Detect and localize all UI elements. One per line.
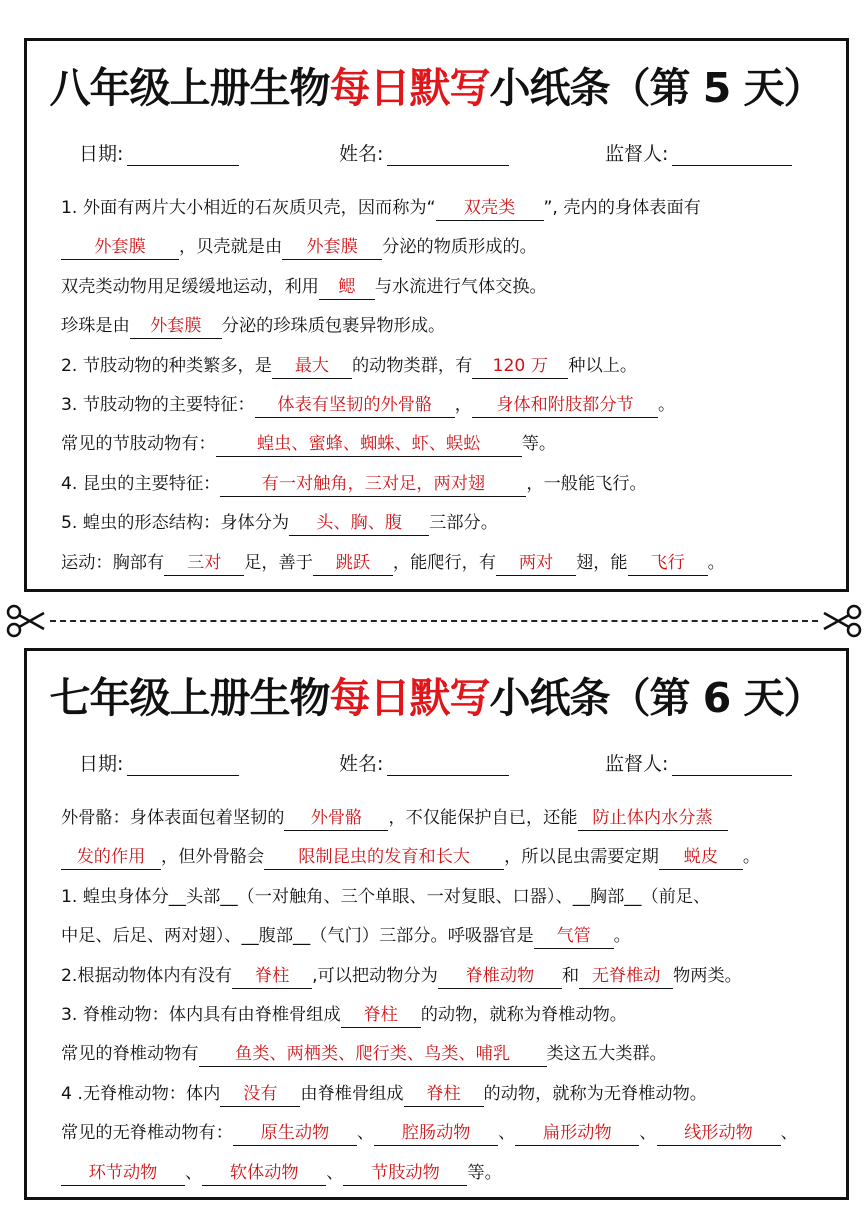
answer-blank[interactable]: 蝗虫、蜜蜂、蜘蛛、虾、蜈蚣: [216, 432, 522, 457]
title-suffix: 小纸条（第 6 天）: [489, 674, 824, 722]
text-line: [61, 1154, 829, 1193]
line-text: 翅，能: [576, 552, 628, 573]
title-highlight: 每日默写: [329, 64, 490, 112]
answer-blank[interactable]: 脊椎动物: [438, 964, 562, 989]
card-body: [61, 189, 829, 583]
card-body: [61, 799, 829, 1193]
line-text: 3. 节肢动物的主要特征：: [61, 395, 255, 416]
text-line: [61, 189, 829, 228]
name-label: 姓名:: [339, 143, 384, 165]
answer-blank[interactable]: 无脊椎动: [579, 964, 673, 989]
answer-blank[interactable]: 腔肠动物: [374, 1121, 498, 1146]
line-text: 4. 昆虫的主要特征：: [61, 473, 221, 494]
supervisor-blank[interactable]: [672, 754, 792, 776]
answer-blank[interactable]: 原生动物: [233, 1121, 357, 1146]
line-text: 的动物，就称为脊椎动物。: [420, 1005, 627, 1026]
answer-blank[interactable]: 扁形动物: [515, 1121, 639, 1146]
answer-blank[interactable]: 外套膜: [130, 314, 222, 339]
line-text: 等。: [467, 1162, 502, 1183]
line-text: 等。: [521, 434, 557, 455]
line-text: 种以上。: [568, 355, 638, 376]
title-suffix: 小纸条（第 5 天）: [489, 64, 824, 112]
line-text: 类这五大类群。: [546, 1044, 667, 1065]
line-text: 的动物类群，有: [351, 355, 473, 376]
line-text: 。: [657, 395, 676, 416]
line-text: 的动物，就称为无脊椎动物。: [483, 1083, 707, 1104]
line-text: ，所以昆虫需要定期: [504, 847, 659, 868]
answer-blank[interactable]: 脊柱: [232, 964, 312, 989]
name-field: [339, 139, 509, 166]
title-prefix: 七年级上册生物: [49, 674, 330, 722]
info-row: [27, 749, 846, 779]
line-text: 足，善于: [244, 552, 313, 573]
line-text: 常见的节肢动物有：: [61, 434, 216, 455]
line-text: ，贝壳就是由: [179, 237, 283, 258]
supervisor-blank[interactable]: [672, 144, 792, 166]
line-text: 、: [326, 1162, 344, 1183]
name-label: 姓名:: [339, 753, 384, 775]
answer-blank[interactable]: 脊柱: [341, 1003, 421, 1028]
text-line: [61, 544, 829, 583]
line-text: ，: [454, 395, 472, 416]
answer-blank[interactable]: 120 万: [472, 354, 568, 379]
answer-blank[interactable]: 脊柱: [404, 1082, 484, 1107]
line-text: 、: [356, 1123, 375, 1144]
line-text: 由脊椎骨组成: [300, 1083, 404, 1104]
line-text: ,可以把动物分为: [312, 965, 438, 986]
date-blank[interactable]: [127, 754, 239, 776]
line-text: 1. 蝗虫身体分__头部__（一对触角、三个单眼、一对复眼、口器）、__胸部__（前足、: [61, 886, 711, 907]
supervisor-label: 监督人:: [605, 143, 669, 165]
answer-blank[interactable]: 有一对触角，三对足，两对翅: [220, 472, 526, 497]
line-text: 与水流进行气体交换。: [374, 276, 547, 297]
answer-blank[interactable]: 环节动物: [61, 1161, 185, 1186]
answer-blank[interactable]: 外骨骼: [284, 806, 388, 831]
answer-blank[interactable]: 鱼类、两栖类、爬行类、鸟类、哺乳: [199, 1042, 547, 1067]
note-card-day5: [24, 38, 849, 592]
line-text: ，能爬行，有: [392, 552, 497, 573]
answer-blank[interactable]: 跳跃: [313, 551, 393, 576]
line-text: 2. 节肢动物的种类繁多，是: [61, 355, 272, 376]
line-text: 、: [498, 1123, 516, 1144]
answer-blank[interactable]: 最大: [272, 354, 352, 379]
line-text: 分泌的物质形成的。: [382, 237, 537, 258]
answer-blank[interactable]: 蜕皮: [659, 845, 743, 870]
line-text: 常见的无脊椎动物有：: [61, 1123, 233, 1144]
text-line: [61, 957, 829, 996]
text-line: [61, 504, 829, 543]
line-text: 三部分。: [429, 513, 498, 534]
date-blank[interactable]: [127, 144, 239, 166]
line-text: 分泌的珍珠质包裹异物形成。: [221, 316, 446, 337]
line-text: 常见的脊椎动物有: [61, 1044, 199, 1065]
line-text: 、: [780, 1123, 798, 1144]
answer-blank[interactable]: 外套膜: [61, 235, 179, 260]
line-text: ，不仅能保护自已，还能: [388, 808, 578, 828]
answer-blank[interactable]: 气管: [534, 924, 614, 949]
scissors-icon: [820, 603, 862, 639]
title-prefix: 八年级上册生物: [49, 64, 330, 112]
text-line: [61, 268, 829, 307]
dashed-divider: [50, 620, 818, 622]
answer-blank[interactable]: 鳃: [319, 275, 375, 300]
text-line: [61, 386, 829, 425]
date-field: [79, 749, 239, 776]
line-text: 1. 外面有两片大小相近的石灰质贝壳，因而称为“: [61, 198, 436, 218]
answer-blank[interactable]: 限制昆虫的发育和长大: [264, 845, 504, 870]
text-line: [61, 347, 829, 386]
text-line: [61, 307, 829, 346]
answer-blank[interactable]: 飞行: [628, 551, 708, 576]
note-card-day6: [24, 648, 849, 1200]
line-text: 、: [639, 1123, 657, 1144]
text-line: [61, 228, 829, 267]
line-text: 双壳类动物用足缓缓地运动，利用: [61, 276, 319, 297]
line-text: 外骨骼：身体表面包着坚韧的: [61, 808, 285, 828]
line-text: 中足、后足、两对翅）、__腹部__（气门）三部分。呼吸器官是: [61, 926, 534, 947]
text-line: [61, 917, 829, 956]
line-text: 珍珠是由: [61, 316, 130, 337]
answer-blank[interactable]: 软体动物: [202, 1161, 326, 1186]
date-label: 日期:: [79, 143, 124, 165]
line-text: 4 .无脊椎动物：体内: [61, 1083, 221, 1104]
date-label: 日期:: [79, 753, 124, 775]
date-field: [79, 139, 239, 166]
answer-blank[interactable]: 双壳类: [436, 196, 544, 221]
info-row: [27, 139, 846, 169]
line-text: 。: [742, 847, 761, 868]
answer-blank[interactable]: 没有: [220, 1082, 300, 1107]
supervisor-label: 监督人:: [605, 753, 669, 775]
scissors-icon: [6, 603, 48, 639]
text-line: [61, 1114, 829, 1153]
answer-blank[interactable]: 两对: [496, 551, 576, 576]
line-text: 。: [707, 552, 725, 573]
text-line: [61, 996, 829, 1035]
answer-blank[interactable]: 防止体内水分蒸: [578, 806, 728, 831]
text-line: [61, 465, 829, 504]
line-text: ，但外骨骼会: [161, 847, 265, 868]
text-line: [61, 838, 829, 877]
answer-blank[interactable]: 三对: [164, 551, 244, 576]
text-line: [61, 799, 829, 838]
name-blank[interactable]: [387, 144, 509, 166]
line-text: 3. 脊椎动物：体内具有由脊椎骨组成: [61, 1005, 341, 1026]
line-text: 物两类。: [673, 965, 742, 986]
line-text: 、: [185, 1162, 203, 1183]
card-title: [27, 673, 846, 723]
line-text: 。: [613, 926, 631, 947]
text-line: [61, 425, 829, 464]
supervisor-field: [605, 139, 792, 166]
text-line: [61, 1075, 829, 1114]
answer-blank[interactable]: 头、胸、腹: [289, 511, 429, 536]
answer-blank[interactable]: 节肢动物: [343, 1161, 467, 1186]
card-title: [27, 63, 846, 113]
name-blank[interactable]: [387, 754, 509, 776]
title-highlight: 每日默写: [329, 674, 490, 722]
line-text: 5. 蝗虫的形态结构：身体分为: [61, 513, 290, 534]
line-text: ，一般能飞行。: [526, 473, 647, 494]
line-text: 2.根据动物体内有没有: [61, 965, 233, 986]
text-line: [61, 878, 829, 917]
line-text: 运动：胸部有: [61, 552, 165, 573]
line-text: 和: [561, 965, 580, 986]
answer-blank[interactable]: 体表有坚韧的外骨骼: [255, 393, 455, 418]
name-field: [339, 749, 509, 776]
cut-line: [0, 603, 868, 639]
text-line: [61, 1035, 829, 1074]
line-text: ”, 壳内的身体表面有: [543, 198, 701, 218]
answer-blank[interactable]: 线形动物: [657, 1121, 781, 1146]
answer-blank[interactable]: 外套膜: [282, 235, 382, 260]
answer-blank[interactable]: 身体和附肢都分节: [472, 393, 658, 418]
supervisor-field: [605, 749, 792, 776]
answer-blank[interactable]: 发的作用: [61, 845, 161, 870]
